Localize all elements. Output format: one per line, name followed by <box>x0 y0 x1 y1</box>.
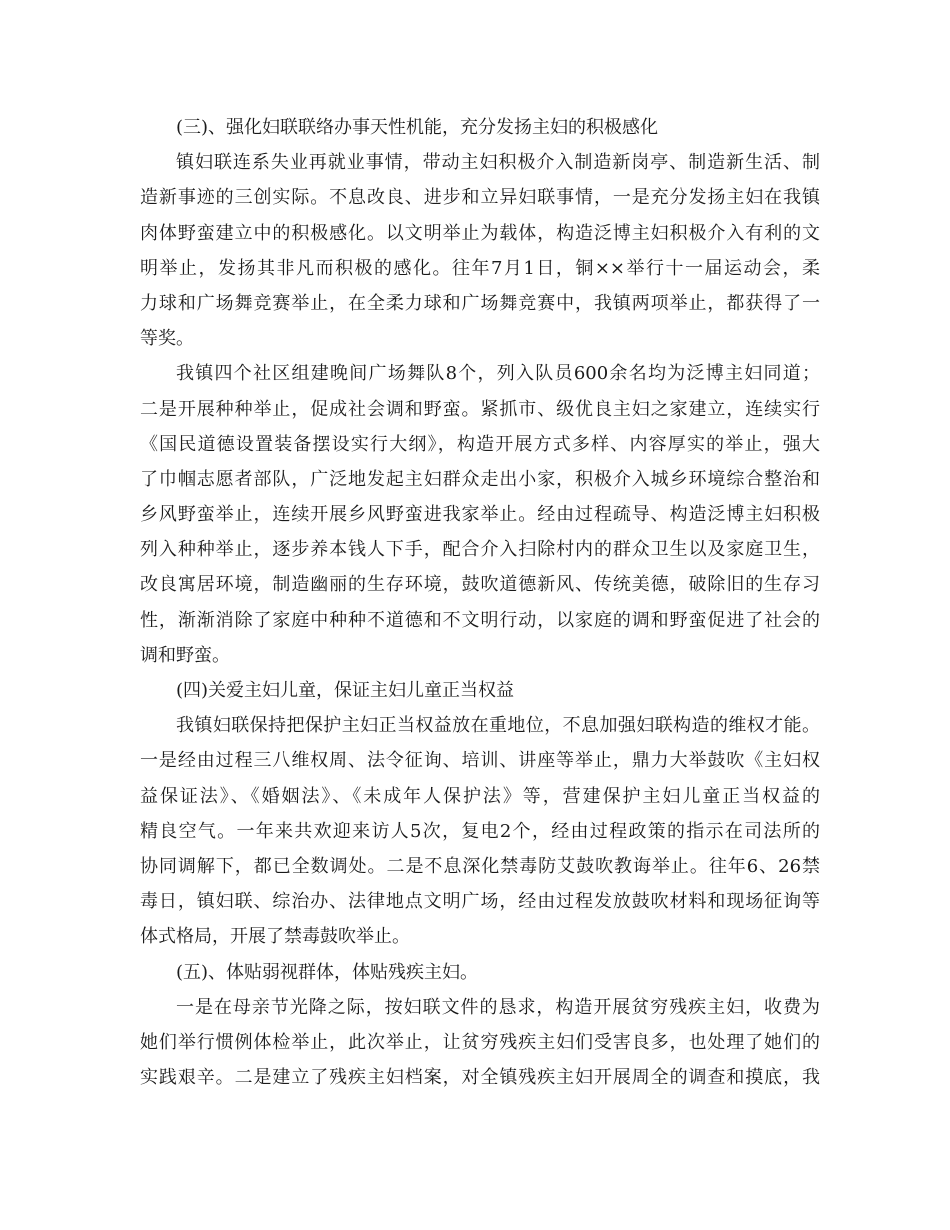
text-line: 改良寓居环境，制造幽丽的生存环境，鼓吹道德新风、传统美德，破除旧的生存习 <box>140 574 820 596</box>
text-line: 造新事迹的三创实际。不息改良、进步和立异妇联事情，一是充分发扬主妇在我镇 <box>140 187 820 209</box>
text-line: 肉体野蛮建立中的积极感化。以文明举止为载体，构造泛博主妇积极介入有利的文 <box>140 222 820 244</box>
text-line: 等奖。 <box>140 328 194 350</box>
text-line: 一是在母亲节光降之际，按妇联文件的恳求，构造开展贫穷残疾主妇，收费为 <box>176 996 820 1018</box>
text-line: 了巾帼志愿者部队，广泛地发起主妇群众走出小家，积极介入城乡环境综合整治和 <box>140 468 820 490</box>
text-line: 力球和广场舞竞赛举止，在全柔力球和广场舞竞赛中，我镇两项举止，都获得了一 <box>140 292 820 314</box>
text-line: (三)、强化妇联联络办事天性机能，充分发扬主妇的积极感化 <box>176 117 659 138</box>
text-line: 精良空气。一年来共欢迎来访人5次，复电2个，经由过程政策的指示在司法所的 <box>140 820 820 842</box>
text-line: 乡风野蛮举止，连续开展乡风野蛮进我家举止。经由过程疏导、构造泛博主妇积极 <box>140 504 820 526</box>
text-line: 《国民道德设置装备摆设实行大纲》，构造开展方式多样、内容厚实的举止，强大 <box>140 433 820 455</box>
text-line: 我镇妇联保持把保护主妇正当权益放在重地位，不息加强妇联构造的维权才能。 <box>176 715 820 737</box>
text-line: 二是开展种种举止，促成社会调和野蛮。紧抓市、级优良主妇之家建立，连续实行 <box>140 398 820 420</box>
text-line: 调和野蛮。 <box>140 644 230 666</box>
text-line: (五)、体贴弱视群体，体贴残疾主妇。 <box>176 961 479 983</box>
text-line: 她们举行惯例体检举止，此次举止，让贫穷残疾主妇们受害良多，也处理了她们的 <box>140 1031 820 1053</box>
text-line: 镇妇联连系失业再就业事情，带动主妇积极介入制造新岗亭、制造新生活、制 <box>176 152 820 174</box>
text-line: 性，渐渐消除了家庭中种种不道德和不文明行动，以家庭的调和野蛮促进了社会的 <box>140 609 820 631</box>
document-page <box>140 110 820 1095</box>
text-line: (四)关爱主妇儿童，保证主妇儿童正当权益 <box>176 680 515 701</box>
text-line: 毒日，镇妇联、综治办、法律地点文明广场，经由过程发放鼓吹材料和现场征询等 <box>140 891 820 913</box>
text-line: 列入种种举止，逐步养本钱人下手，配合介入扫除村内的群众卫生以及家庭卫生， <box>140 539 820 561</box>
text-line: 实践艰辛。二是建立了残疾主妇档案，对全镇残疾主妇开展周全的调查和摸底，我 <box>140 1067 820 1089</box>
text-line: 体式格局，开展了禁毒鼓吹举止。 <box>140 926 410 948</box>
text-line: 我镇四个社区组建晚间广场舞队8个，列入队员600余名均为泛博主妇同道； <box>176 363 820 385</box>
text-line: 益保证法》、《婚姻法》、《未成年人保护法》等，营建保护主妇儿童正当权益的 <box>140 785 820 807</box>
text-line: 一是经由过程三八维权周、法令征询、培训、讲座等举止，鼎力大举鼓吹《主妇权 <box>140 750 820 772</box>
text-line: 明举止，发扬其非凡而积极的感化。往年7月1日，铜××举行十一届运动会，柔 <box>140 257 820 279</box>
text-line: 协同调解下，都已全数调处。二是不息深化禁毒防艾鼓吹教诲举止。往年6、26禁 <box>140 855 820 877</box>
